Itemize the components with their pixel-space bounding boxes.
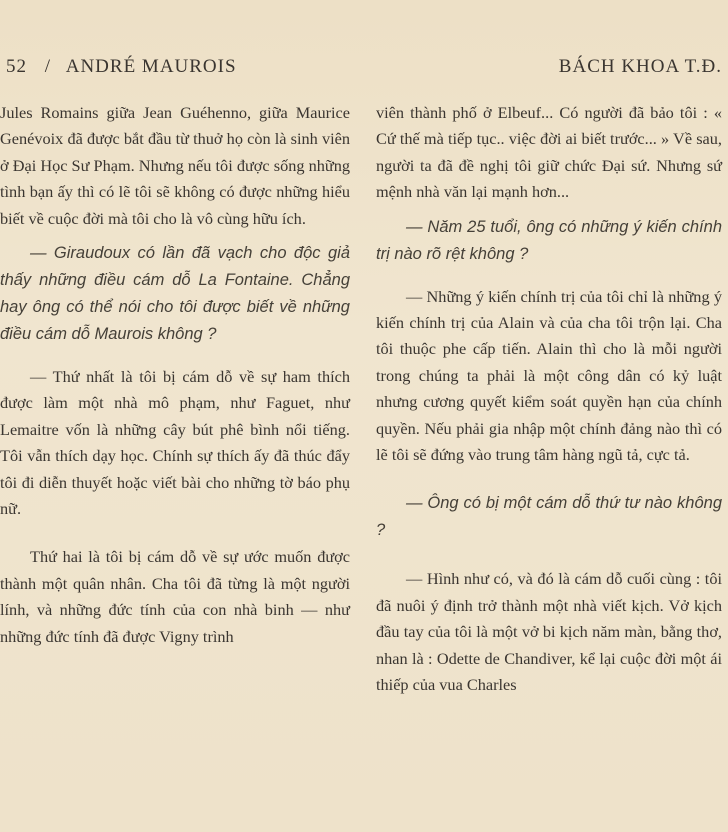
header-separator: / [44,56,52,77]
journal-name: BÁCH KHOA T.Đ. [558,56,722,77]
right-column [376,100,722,699]
interview-answer: — Hình như có, và đó là cám dỗ cuối cùng : tôi đã nuôi ý định trở thành một nhà viết kịch. Vở kịch đầu tay của tôi là một vở bi kịch năm màn, bằng thơ, nhan là : Odette de Chandiver, kể lại cuộc đời một ái thiếp của vua Charles [376,569,722,695]
paragraph: viên thành phố ở Elbeuf... Có người đã bảo tôi : « Cứ thế mà tiếp tục.. việc đời ai biết trước... » Về sau, người ta đã đề nghị tôi giữ chức Đại sứ. Nhưng sứ mệnh nhà văn lại mạnh hơn... [376,103,722,202]
page-number: 52 [6,56,27,77]
header-left [6,56,237,78]
interview-answer: — Thứ nhất là tôi bị cám dỗ về sự ham thích được làm một nhà mô phạm, như Faguet, như Lemaitre vốn là những cây bút phê bình nổi tiếng. Tôi vẫn thích dạy học. Chính sự thích ấy đã thúc đẩy tôi đi diễn thuyết hoặc viết bài cho những tờ báo phụ nữ. [0,367,350,519]
paragraph: Jules Romains giữa Jean Guéhenno, giữa Maurice Genévoix đã được bắt đầu từ thuở họ còn là sinh viên ở Đại Học Sư Phạm. Nhưng nếu tôi được sống những tình bạn ấy thì có lẽ tôi sẽ không có được những hiểu biết về cuộc đời mà tôi cho là vô cùng hữu ích. [0,103,350,228]
interview-question: — Giraudoux có lần đã vạch cho độc giả thấy những điều cám dỗ La Fontaine. Chẳng hay ông có thể nói cho tôi được biết về những điều cám dỗ Maurois không ? [0,244,350,344]
author-name: ANDRÉ MAUROIS [65,56,237,77]
interview-answer: — Những ý kiến chính trị của tôi chỉ là những ý kiến chính trị của Alain và của cha tôi trộn lại. Cha tôi thuộc phe cấp tiến. Alain thì cho là mỗi người trong chúng ta phải là một công dân có kỷ luật nhưng cương quyết kiểm soát quyền hạn của chính quyền. Nếu phải gia nhập một chính đảng nào thì có lẽ tôi sẽ đứng vào trung tâm hàng ngũ tả, cực tả. [376,286,722,465]
interview-question: — Năm 25 tuổi, ông có những ý kiến chính trị nào rõ rệt không ? [376,217,722,263]
interview-question: — Ông có bị một cám dỗ thứ tư nào không ? [376,494,722,540]
paragraph: Thứ hai là tôi bị cám dỗ về sự ước muốn được thành một quân nhân. Cha tôi đã từng là một người lính, và những đức tính của con nhà binh — như những đức tính đã được Vigny trình [0,547,350,646]
running-header [6,56,722,86]
left-column [0,100,350,650]
